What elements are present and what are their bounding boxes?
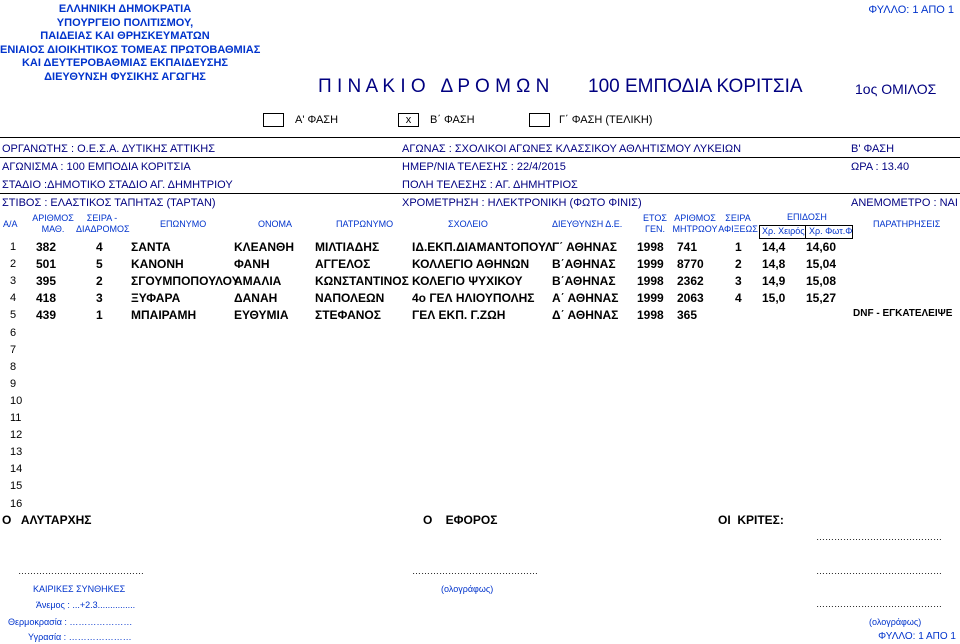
- cell-year: 1998: [637, 240, 664, 254]
- ephor-handwritten-label: (ολογράφως): [441, 584, 494, 594]
- cell-dir: Γ΄ ΑΘΗΝΑΣ: [552, 240, 617, 254]
- cell-notes: DNF - ΕΓΚΑΤΕΛΕΙΨΕ: [853, 308, 953, 320]
- col-hand: Χρ. Χειρός: [762, 226, 805, 236]
- divider: [0, 193, 960, 194]
- ministry-line: ΥΠΟΥΡΓΕΙΟ ΠΟΛΙΤΙΣΜΟΥ,: [56, 16, 194, 29]
- cell-dir: Β΄ΑΘΗΝΑΣ: [552, 274, 616, 289]
- cell-father: ΚΩΝΣΤΑΝΤΙΝΟΣ: [315, 274, 409, 289]
- cell-name: ΔΑΝΑΗ: [234, 291, 278, 306]
- cell-photo: 14,60: [806, 240, 837, 254]
- cell-lane: 4: [96, 240, 103, 254]
- divider: [0, 157, 960, 158]
- cell-lane: 5: [96, 257, 103, 272]
- cell-father: ΣΤΕΦΑΝΟΣ: [315, 308, 381, 323]
- col-bib-l1: ΑΡΙΘΜΟΣ: [32, 213, 74, 223]
- cell-photo: 15,08: [806, 274, 837, 289]
- row-number: 4: [10, 292, 17, 305]
- cell-surname: ΣΑΝΤΑ: [131, 240, 171, 254]
- judges-handwritten-label: (ολογράφως): [869, 617, 922, 627]
- humidity-value: Υγρασία : …………………: [28, 632, 132, 642]
- cell-dir: Α΄ ΑΘΗΝΑΣ: [552, 291, 619, 306]
- cell-school: ΙΔ.ΕΚΠ.ΔΙΑΜΑΝΤΟΠΟΥΛ: [412, 240, 553, 254]
- col-bib: [28, 213, 78, 235]
- cell-reg: 741: [677, 240, 698, 254]
- phase-b-checkbox[interactable]: x: [398, 113, 419, 127]
- row-number: 16: [10, 497, 23, 510]
- starter-label: Ο ΑΛΥΤΑΡΧΗΣ: [2, 513, 92, 527]
- row-number: 11: [10, 412, 22, 424]
- cell-bib: 395: [36, 274, 57, 289]
- phase-c-checkbox[interactable]: [529, 113, 550, 127]
- track: ΣΤΙΒΟΣ : ΕΛΑΣΤΙΚΟΣ ΤΑΠΗΤΑΣ (ΤΑΡΤΑΝ): [2, 197, 216, 209]
- cell-order: 1: [735, 240, 742, 254]
- date: ΗΜΕΡ/ΝΙΑ ΤΕΛΕΣΗΣ : 22/4/2015: [402, 161, 566, 173]
- sheet-number-bottom: ΦΥΛΛΟ: 1 ΑΠΟ 1: [878, 631, 956, 642]
- cell-surname: ΞΥΦΑΡΑ: [131, 291, 181, 306]
- row-number: 1: [10, 241, 17, 253]
- col-father: ΠΑΤΡΩΝΥΜΟ: [336, 219, 394, 229]
- cell-hand: 14,4: [762, 240, 786, 254]
- cell-father: ΜΙΛΤΙΑΔΗΣ: [315, 240, 380, 254]
- cell-school: ΚΟΛΛΕΓΙΟ ΑΘΗΝΩΝ: [412, 257, 530, 272]
- row-number: 14: [10, 463, 23, 476]
- cell-name: ΕΥΘΥΜΙΑ: [234, 308, 289, 323]
- col-surname: ΕΠΩΝΥΜΟ: [160, 219, 207, 229]
- judges-label: ΟΙ ΚΡΙΤΕΣ:: [718, 513, 784, 527]
- judge-signature-line-3: ……………………………………: [816, 599, 942, 609]
- cell-photo: 15,27: [806, 291, 837, 306]
- cell-year: 1999: [637, 291, 664, 306]
- cell-school: ΓΕΛ ΕΚΠ. Γ.ΖΩΗ: [412, 308, 506, 323]
- judge-signature-line-2: ……………………………………: [816, 566, 942, 576]
- cell-year: 1999: [637, 257, 664, 272]
- cell-hand: 14,9: [762, 274, 786, 289]
- divider: [0, 137, 960, 138]
- row-number: 2: [10, 258, 17, 271]
- cell-name: ΦΑΝΗ: [234, 257, 270, 272]
- perf-separator: [805, 226, 806, 238]
- cell-bib: 418: [36, 291, 57, 306]
- page-title: Π Ι Ν Α Κ Ι Ο Δ Ρ Ο Μ Ω Ν: [318, 76, 550, 97]
- cell-bib: 439: [36, 308, 57, 323]
- cell-surname: ΜΠΑΙΡΑΜΗ: [131, 308, 197, 323]
- cell-dir: Β΄ΑΘΗΝΑΣ: [552, 257, 616, 272]
- contest: ΑΓΩΝΙΣΜΑ : 100 ΕΜΠΟΔΙΑ ΚΟΡΙΤΣΙΑ: [2, 161, 191, 173]
- cell-hand: 15,0: [762, 291, 786, 306]
- wind-meter: ΑΝΕΜΟΜΕΤΡΟ : ΝΑΙ: [851, 197, 958, 209]
- cell-bib: 382: [36, 240, 57, 254]
- ephor-signature-line: ……………………………………: [412, 566, 538, 576]
- group-label: 1ος ΟΜΙΛΟΣ: [855, 81, 937, 97]
- col-perf: ΕΠΙΔΟΣΗ: [787, 212, 827, 222]
- cell-order: 3: [735, 274, 742, 289]
- row-number: 13: [10, 446, 23, 459]
- col-order-l1: ΣΕΙΡΑ: [725, 213, 751, 223]
- row-number: 5: [10, 309, 17, 322]
- cell-surname: ΚΑΝΟΝΗ: [131, 257, 184, 272]
- cell-reg: 2362: [677, 274, 704, 289]
- phase-a-label: Α' ΦΑΣΗ: [295, 114, 339, 126]
- col-reg: [671, 213, 719, 235]
- judge-signature-line-1: ……………………………………: [816, 532, 942, 542]
- col-lane-l1: ΣΕΙΡΑ -: [86, 213, 118, 223]
- row-number: 10: [10, 394, 23, 407]
- cell-lane: 2: [96, 274, 103, 289]
- cell-name: ΚΛΕΑΝΘΗ: [234, 240, 295, 254]
- col-notes: ΠΑΡΑΤΗΡΗΣΕΙΣ: [873, 219, 941, 229]
- cell-father: ΝΑΠΟΛΕΩΝ: [315, 291, 385, 306]
- city: ΠΟΛΗ ΤΕΛΕΣΗΣ : ΑΓ. ΔΗΜΗΤΡΙΟΣ: [402, 179, 578, 191]
- ministry-line: ΔΙΕΥΘΥΝΣΗ ΦΥΣΙΚΗΣ ΑΓΩΓΗΣ: [44, 70, 206, 83]
- ephor-label: Ο ΕΦΟΡΟΣ: [423, 513, 498, 527]
- games: ΑΓΩΝΑΣ : ΣΧΟΛΙΚΟΙ ΑΓΩΝΕΣ ΚΛΑΣΣΙΚΟΥ ΑΘΛΗΤΙΣΜΟΥ ΛΥΚΕΙΩΝ: [402, 143, 742, 155]
- cell-father: ΑΓΓΕΛΟΣ: [315, 257, 371, 272]
- perf-subheader: [759, 225, 853, 239]
- row-number: 12: [10, 429, 23, 442]
- row-number: 6: [10, 326, 17, 339]
- ministry-line: ΠΑΙΔΕΙΑΣ ΚΑΙ ΘΡΗΣΚΕΥΜΑΤΩΝ: [40, 30, 210, 42]
- ministry-line: ΚΑΙ ΔΕΥΤΕΡΟΒΑΘΜΙΑΣ ΕΚΠΑΙΔΕΥΣΗΣ: [21, 57, 229, 69]
- col-aa: Α/Α: [3, 219, 18, 229]
- time: ΩΡΑ : 13.40: [851, 161, 910, 173]
- temperature-value: Θερμοκρασία : …………………: [8, 617, 133, 627]
- col-reg-l2: ΜΗΤΡΩΟΥ: [672, 224, 718, 234]
- col-reg-l1: ΑΡΙΘΜΟΣ: [674, 213, 716, 223]
- row-number: 3: [10, 275, 17, 288]
- phase-c-label: Γ΄ ΦΑΣΗ (ΤΕΛΙΚΗ): [559, 114, 653, 126]
- ministry-line: ΕΛΛΗΝΙΚΗ ΔΗΜΟΚΡΑΤΙΑ: [58, 3, 192, 15]
- phase-a-checkbox[interactable]: [263, 113, 284, 127]
- phase-b-label: Β΄ ΦΑΣΗ: [430, 114, 475, 126]
- cell-reg: 2063: [677, 291, 704, 306]
- cell-year: 1998: [637, 274, 664, 289]
- col-name: ΟΝΟΜΑ: [258, 219, 293, 229]
- cell-reg: 8770: [677, 257, 704, 272]
- cell-school: ΚΟΛΕΓΙΟ ΨΥΧΙΚΟΥ: [412, 274, 523, 289]
- cell-name: ΑΜΑΛΙΑ: [234, 274, 282, 289]
- cell-reg: 365: [677, 308, 698, 323]
- col-order: [718, 213, 758, 235]
- cell-hand: 14,8: [762, 257, 786, 272]
- col-school: ΣΧΟΛΕΙΟ: [448, 219, 488, 229]
- col-dir: ΔΙΕΥΘΥΝΣΗ Δ.Ε.: [552, 219, 623, 229]
- col-year-l2: ΓΕΝ.: [645, 224, 665, 234]
- row-number: 15: [10, 480, 23, 493]
- col-year-l1: ΕΤΟΣ: [643, 213, 667, 223]
- cell-lane: 1: [96, 308, 103, 323]
- col-order-l2: ΑΦΙΞΕΩΣ: [718, 224, 758, 234]
- col-lane-l2: ΔΙΑΔΡΟΜΟΣ: [76, 224, 130, 234]
- row-number: 7: [10, 343, 17, 356]
- cell-order: 4: [735, 291, 742, 306]
- cell-order: 2: [735, 257, 742, 272]
- col-bib-l2: ΜΑΘ.: [41, 224, 65, 234]
- cell-lane: 3: [96, 291, 103, 306]
- col-year: [640, 213, 670, 235]
- stadium: ΣΤΑΔΙΟ :ΔΗΜΟΤΙΚΟ ΣΤΑΔΙΟ ΑΓ. ΔΗΜΗΤΡΙΟΥ: [2, 179, 233, 191]
- wind-value: Άνεμος : ...+2.3...............: [36, 600, 136, 610]
- cell-photo: 15,04: [806, 257, 837, 272]
- event-title: 100 ΕΜΠΟΔΙΑ ΚΟΡΙΤΣΙΑ: [588, 76, 803, 97]
- ministry-line: ΕΝΙΑΙΟΣ ΔΙΟΙΚΗΤΙΚΟΣ ΤΟΜΕΑΣ ΠΡΩΤΟΒΑΘΜΙΑΣ: [0, 43, 261, 56]
- phase-right: Β' ΦΑΣΗ: [851, 143, 895, 155]
- cell-year: 1998: [637, 308, 664, 323]
- ministry-header: [0, 3, 261, 84]
- cell-bib: 501: [36, 257, 57, 272]
- sheet-number-top: ΦΥΛΛΟ: 1 ΑΠΟ 1: [868, 4, 954, 16]
- weather-label: ΚΑΙΡΙΚΕΣ ΣΥΝΘΗΚΕΣ: [33, 584, 126, 594]
- row-number: 8: [10, 360, 17, 373]
- timing: ΧΡΟΜΕΤΡΗΣΗ : ΗΛΕΚΤΡΟΝΙΚΗ (ΦΩΤΟ ΦΙΝΙΣ): [402, 197, 642, 209]
- col-lane: [76, 213, 128, 235]
- starter-signature-line: ……………………………………: [18, 566, 144, 576]
- row-number: 9: [10, 377, 17, 390]
- cell-dir: Δ΄ ΑΘΗΝΑΣ: [552, 308, 619, 323]
- cell-school: 4ο ΓΕΛ ΗΛΙΟΥΠΟΛΗΣ: [412, 291, 535, 306]
- col-photo: Χρ. Φωτ.Φ: [809, 226, 853, 236]
- cell-surname: ΣΓΟΥΜΠΟΠΟΥΛΟΥ: [131, 274, 240, 289]
- organizer: ΟΡΓΑΝΩΤΗΣ : Ο.Ε.Σ.Α. ΔΥΤΙΚΗΣ ΑΤΤΙΚΗΣ: [2, 143, 216, 155]
